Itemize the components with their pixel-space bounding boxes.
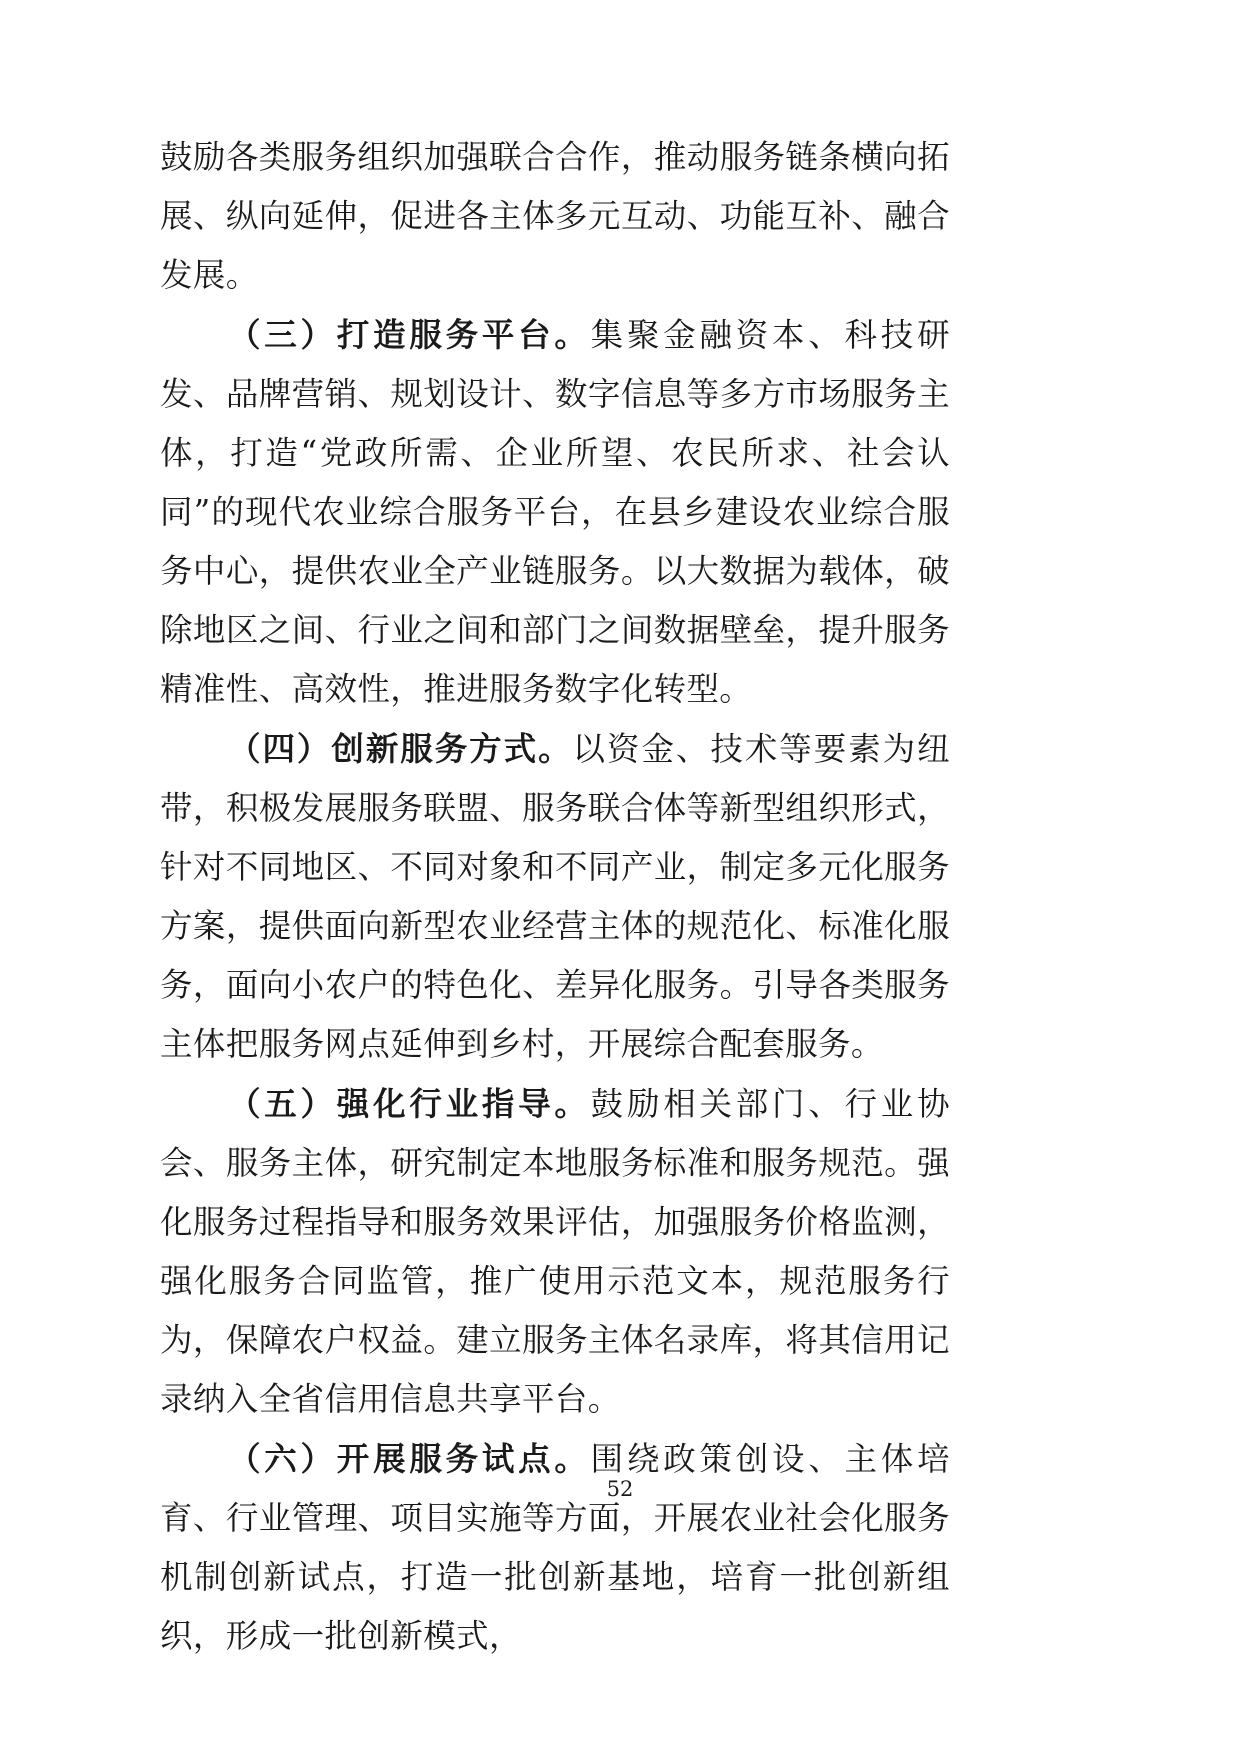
paragraph-item-4 xyxy=(160,719,950,1074)
paragraph-lead-6: （六）开展服务试点。 xyxy=(228,1439,591,1478)
paragraph-text-5: 鼓励相关部门、行业协会、服务主体，研究制定本地服务标准和服务规范。强化服务过程指导和服务效果评估，加强服务价格监测，强化服务合同监管，推广使用示范文本，规范服务行为，保障农户权益。建立服务主体名录库，将其信用记录纳入全省信用信息共享平台。 xyxy=(160,1085,950,1418)
paragraph-lead-3: （三）打造服务平台。 xyxy=(228,315,591,354)
paragraph-text: 鼓励各类服务组织加强联合合作，推动服务链条横向拓展、纵向延伸，促进各主体多元互动、功能互补、融合发展。 xyxy=(160,138,950,294)
paragraph-item-6 xyxy=(160,1429,950,1666)
page-number: 52 xyxy=(606,1477,634,1501)
paragraph-continued xyxy=(160,128,950,305)
paragraph-text-6: 围绕政策创设、主体培育、行业管理、项目实施等方面，开展农业社会化服务机制创新试点，打造一批创新基地，培育一批创新组织，形成一批创新模式， xyxy=(160,1440,950,1655)
paragraph-text-4: 以资金、技术等要素为纽带，积极发展服务联盟、服务联合体等新型组织形式，针对不同地区、不同对象和不同产业，制定多元化服务方案，提供面向新型农业经营主体的规范化、标准化服务，面向小农户的特色化、差异化服务。引导各类服务主体把服务网点延伸到乡村，开展综合配套服务。 xyxy=(160,730,950,1063)
page-body xyxy=(160,128,950,1666)
paragraph-item-5 xyxy=(160,1074,950,1429)
paragraph-text-3: 集聚金融资本、科技研发、品牌营销、规划设计、数字信息等多方市场服务主体，打造“党政所需、企业所望、农民所求、社会认同”的现代农业综合服务平台，在县乡建设农业综合服务中心，提供农业全产业链服务。以大数据为载体，破除地区之间、行业之间和部门之间数据壁垒，提升服务精准性、高效性，推进服务数字化转型。 xyxy=(160,316,950,708)
paragraph-lead-4: （四）创新服务方式。 xyxy=(228,729,573,768)
paragraph-item-3 xyxy=(160,305,950,719)
paragraph-lead-5: （五）强化行业指导。 xyxy=(228,1084,591,1123)
